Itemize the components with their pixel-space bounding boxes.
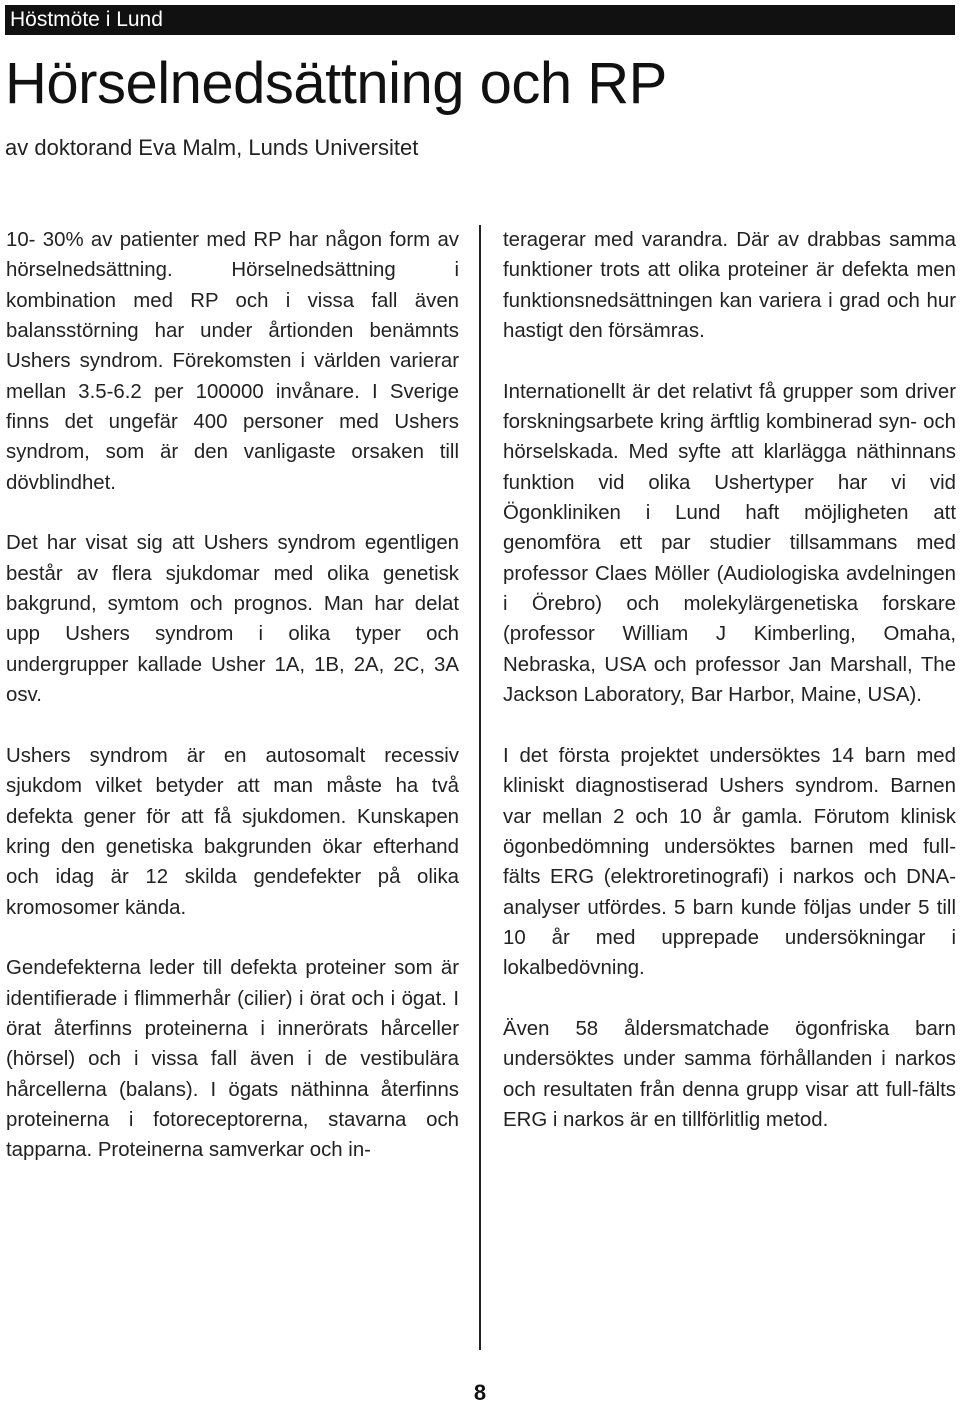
paragraph: Internationellt är det relativt få grupper som driver forskningsarbete kring ärftlig kombinerad syn- och hörselskada. Med syfte att klarlägga näthinnans funktion vid olika Ushertyper har vi vid Ögonkliniken i Lund haft möjligheten att genomföra ett par studier tillsammans med professor Claes Möller (Audiologiska avdelningen i Örebro) och molekylärgenetiska forskare (professor William J Kimberling, Omaha, Nebraska, USA och professor Jan Marshall, The Jackson Laboratory, Bar Harbor, Maine, USA). [503,380,956,707]
paragraph: I det första projektet undersöktes 14 barn med kliniskt diagnostiserad Ushers syndrom. Barnen var mellan 2 och 10 år gamla. Förutom klinisk ögonbedömning undersöktes barnen med full-fälts ERG (elektroretinografi) i narkos och DNA-analyser utfördes. 5 barn kunde följas under 5 till 10 år med upprepade undersökningar i lokalbedövning. [503,744,956,980]
article-byline: av doktorand Eva Malm, Lunds Universitet [5,135,419,160]
paragraph: 10- 30% av patienter med RP har någon form av hörselnedsättning. Hörselnedsättning i kombination med RP och i vissa fall även balansstörning har under årtionden benämnts Ushers syndrom. Förekomsten i världen varierar mellan 3.5-6.2 per 100000 invånare. I Sverige finns det ungefär 400 personer med Ushers syndrom, som är den vanligaste orsaken till dövblindhet. [6,229,459,494]
section-header-bar [5,5,955,35]
paragraph: Ushers syndrom är en autosomalt recessiv sjukdom vilket betyder att man måste ha två defekta gener för att få sjukdomen. Kunskapen kring den genetiska bakgrunden ökar efterhand och idag är 12 skilda gendefekter på olika kromosomer kända. [6,744,459,919]
right-column [503,225,956,1135]
article-title: Hörselnedsättning och RP [5,51,667,116]
left-column [6,225,459,1166]
paragraph: Gendefekterna leder till defekta proteiner som är identifierade i flimmerhår (cilier) i örat och i ögat. I örat återfinns proteinerna i innerörats hårceller (hörsel) och i vissa fall även i de vestibulära hårcellerna (balans). I ögats näthinna återfinns proteinerna i fotoreceptorerna, stavarna och tapparna. Proteinerna samverkar och in- [6,957,459,1162]
column-divider [479,225,481,1350]
paragraph: teragerar med varandra. Där av drabbas samma funktioner trots att olika proteiner är defekta men funktionsnedsättningen kan variera i grad och hur hastigt den försämras. [503,229,956,343]
page-number: 8 [473,1380,487,1405]
section-header-label: Höstmöte i Lund [10,8,163,31]
paragraph: Det har visat sig att Ushers syndrom egentligen består av flera sjukdomar med olika genetisk bakgrund, symtom och prognos. Man har delat upp Ushers syndrom i olika typer och undergrupper kallade Usher 1A, 1B, 2A, 2C, 3A osv. [6,532,459,707]
paragraph: Även 58 åldersmatchade ögonfriska barn undersöktes under samma förhållanden i narkos och resultaten från denna grupp visar att full-fälts ERG i narkos är en tillförlitlig metod. [503,1017,956,1131]
